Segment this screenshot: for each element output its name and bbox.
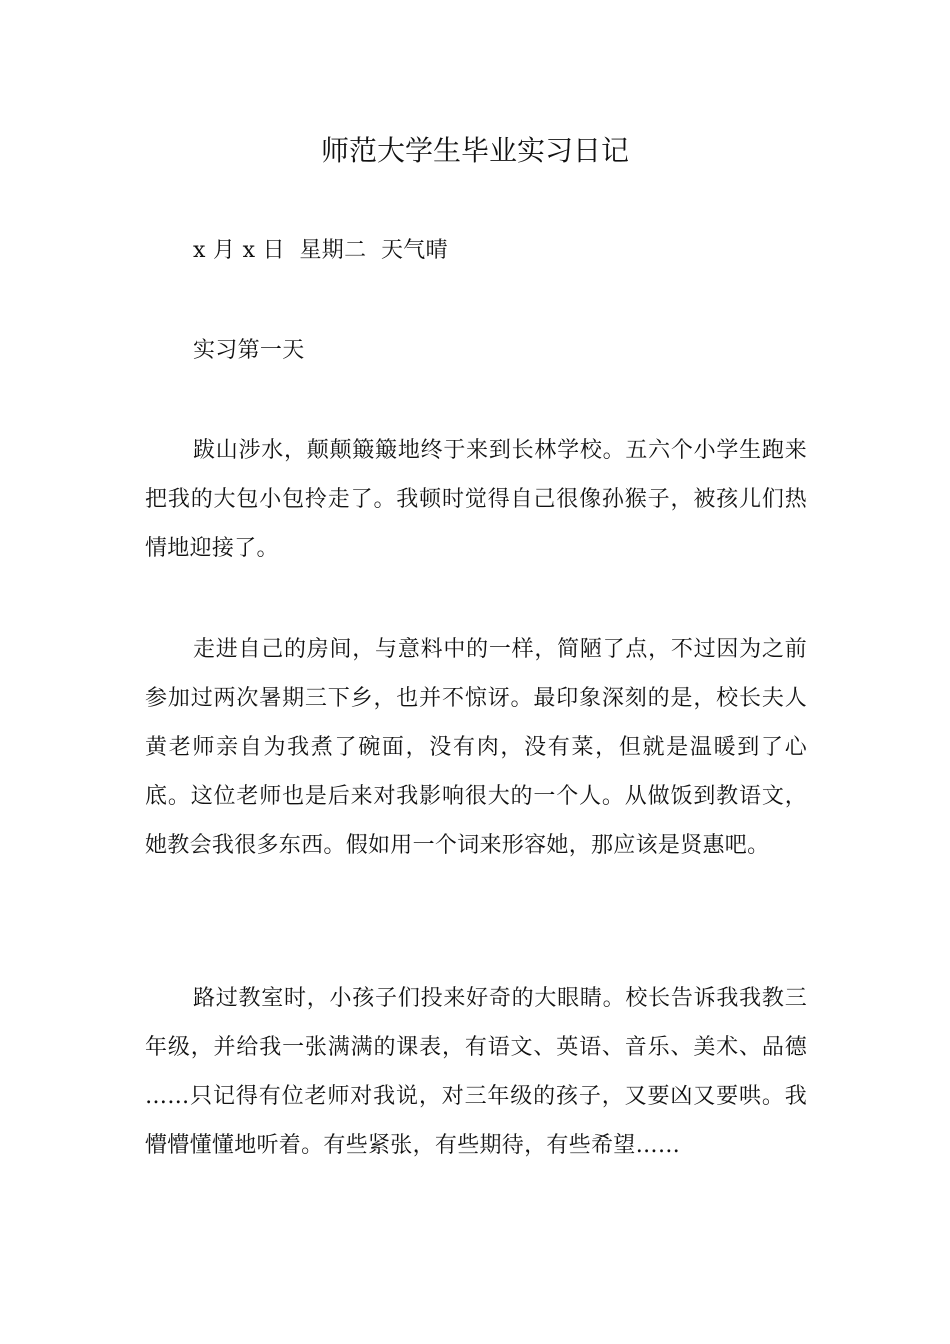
date-weather-line: x 月 x 日 星期二 天气晴 — [193, 238, 448, 263]
paragraph-classroom: 路过教室时，小孩子们投来好奇的大眼睛。校长告诉我我教三年级，并给我一张满满的课表，有语文、英语、音乐、美术、品德 ……只记得有位老师对我说，对三年级的孩子，又要凶又要哄。我懵懵懂懂地听着。有些紧张，有些期待，有些希望…… — [145, 986, 807, 1158]
paragraph-room: 走进自己的房间，与意料中的一样，简陋了点，不过因为之前参加过两次暑期三下乡，也并不惊讶。最印象深刻的是，校长夫人黄老师亲自为我煮了碗面，没有肉，没有菜，但就是温暖到了心底。这位老师也是后来对我影响很大的一个人。从做饭到教语文，她教会我很多东西。假如用一个词来形容她，那应该是贤惠吧。 — [145, 637, 807, 858]
document-title: 师范大学生毕业实习日记 — [320, 134, 629, 167]
paragraph-arrival: 跋山涉水，颠颠簸簸地终于来到长林学校。五六个小学生跑来把我的大包小包拎走了。我顿时觉得自己很像孙猴子，被孩儿们热情地迎接了。 — [145, 438, 807, 561]
internship-day-line: 实习第一天 — [193, 338, 305, 363]
